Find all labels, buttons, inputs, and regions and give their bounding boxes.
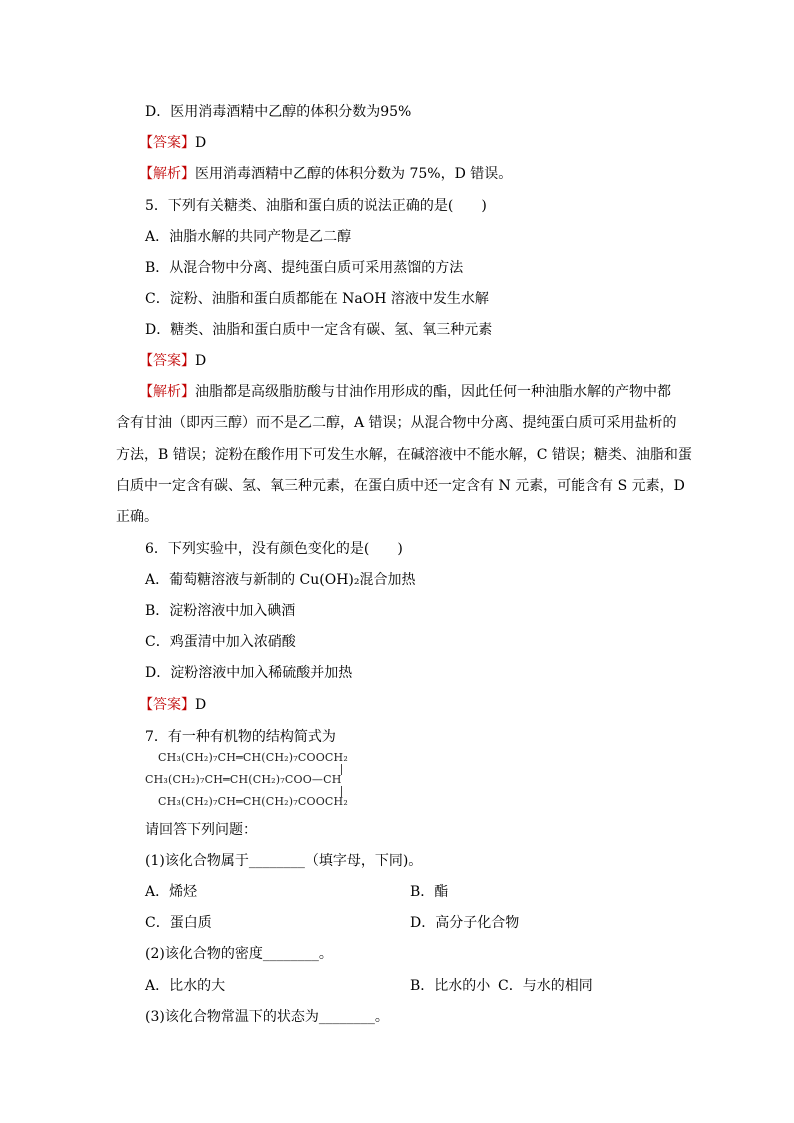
q5-option-c: C．淀粉、油脂和蛋白质都能在 NaOH 溶液中发生水解 (145, 291, 489, 307)
q6-option-a: A．葡萄糖溶液与新制的 Cu(OH)₂混合加热 (145, 572, 416, 588)
q5-analysis-line-1 (139, 382, 671, 402)
q6-option-c: C．鸡蛋清中加入浓硝酸 (145, 634, 296, 650)
q7-sub1-option-d: D．高分子化合物 (410, 915, 520, 931)
q7-sub2-option-b: B．比水的小 (410, 978, 491, 994)
q6-option-d: D．淀粉溶液中加入稀硫酸并加热 (145, 665, 353, 681)
answer-value: D (195, 697, 207, 713)
answer-value: D (195, 353, 207, 369)
q4-answer (139, 133, 206, 153)
q4-analysis (139, 164, 512, 184)
answer-label: 【答案】 (139, 353, 195, 369)
q7-sub2-option-a: A．比水的大 (145, 978, 226, 994)
q7-sub1-option-c: C．蛋白质 (145, 915, 212, 931)
q7-sub2-option-c: C．与水的相同 (498, 978, 593, 994)
analysis-label: 【解析】 (139, 384, 195, 400)
q7-sub1-stem: (1)该化合物属于________（填字母，下同)。 (145, 853, 423, 869)
q6-answer (139, 695, 206, 715)
q6-stem: 6．下列实验中，没有颜色变化的是( ) (145, 541, 403, 557)
formula-row-2: CH₃(CH₂)₇CH═CH(CH₂)₇COO—CH (145, 773, 342, 786)
formula-row-1: CH₃(CH₂)₇CH═CH(CH₂)₇COOCH₂ (158, 751, 348, 764)
q5-analysis-line-3: 方法，B 错误；淀粉在酸作用下可发生水解，在碱溶液中不能水解，C 错误；糖类、油脂和蛋 (116, 447, 692, 463)
q7-sub1-option-a: A．烯烃 (145, 884, 198, 900)
q5-stem: 5．下列有关糖类、油脂和蛋白质的说法正确的是( ) (145, 198, 487, 214)
q5-analysis-line-4: 白质中一定含有碳、氢、氧三种元素，在蛋白质中还一定含有 N 元素，可能含有 S 元素，D (116, 478, 685, 494)
q7-sub3-stem: (3)该化合物常温下的状态为________。 (145, 1009, 389, 1025)
analysis-text: 医用消毒酒精中乙醇的体积分数为 75%，D 错误。 (195, 166, 513, 182)
q4-option-d: D．医用消毒酒精中乙醇的体积分数为95% (145, 104, 412, 120)
analysis-label: 【解析】 (139, 166, 195, 182)
q5-analysis-line-2: 含有甘油（即丙三醇）而不是乙二醇，A 错误；从混合物中分离、提纯蛋白质可采用盐析的 (116, 415, 677, 431)
answer-label: 【答案】 (139, 135, 195, 151)
q5-option-a: A．油脂水解的共同产物是乙二醇 (145, 229, 352, 245)
q7-sub1-option-b: B．酯 (410, 884, 449, 900)
q7-stem: 7．有一种有机物的结构简式为 (145, 729, 336, 745)
formula-row-3: CH₃(CH₂)₇CH═CH(CH₂)₇COOCH₂ (158, 795, 348, 808)
analysis-text: 油脂都是高级脂肪酸与甘油作用形成的酯，因此任何一种油脂水解的产物中都 (195, 384, 671, 400)
q5-option-b: B．从混合物中分离、提纯蛋白质可采用蒸馏的方法 (145, 260, 464, 276)
q6-option-b: B．淀粉溶液中加入碘酒 (145, 603, 296, 619)
answer-value: D (195, 135, 207, 151)
q7-prompt: 请回答下列问题： (145, 822, 257, 838)
answer-label: 【答案】 (139, 697, 195, 713)
q5-option-d: D．糖类、油脂和蛋白质中一定含有碳、氢、氧三种元素 (145, 322, 493, 338)
q5-answer (139, 351, 206, 371)
q7-sub2-stem: (2)该化合物的密度________。 (145, 946, 333, 962)
q5-analysis-line-5: 正确。 (116, 509, 158, 525)
